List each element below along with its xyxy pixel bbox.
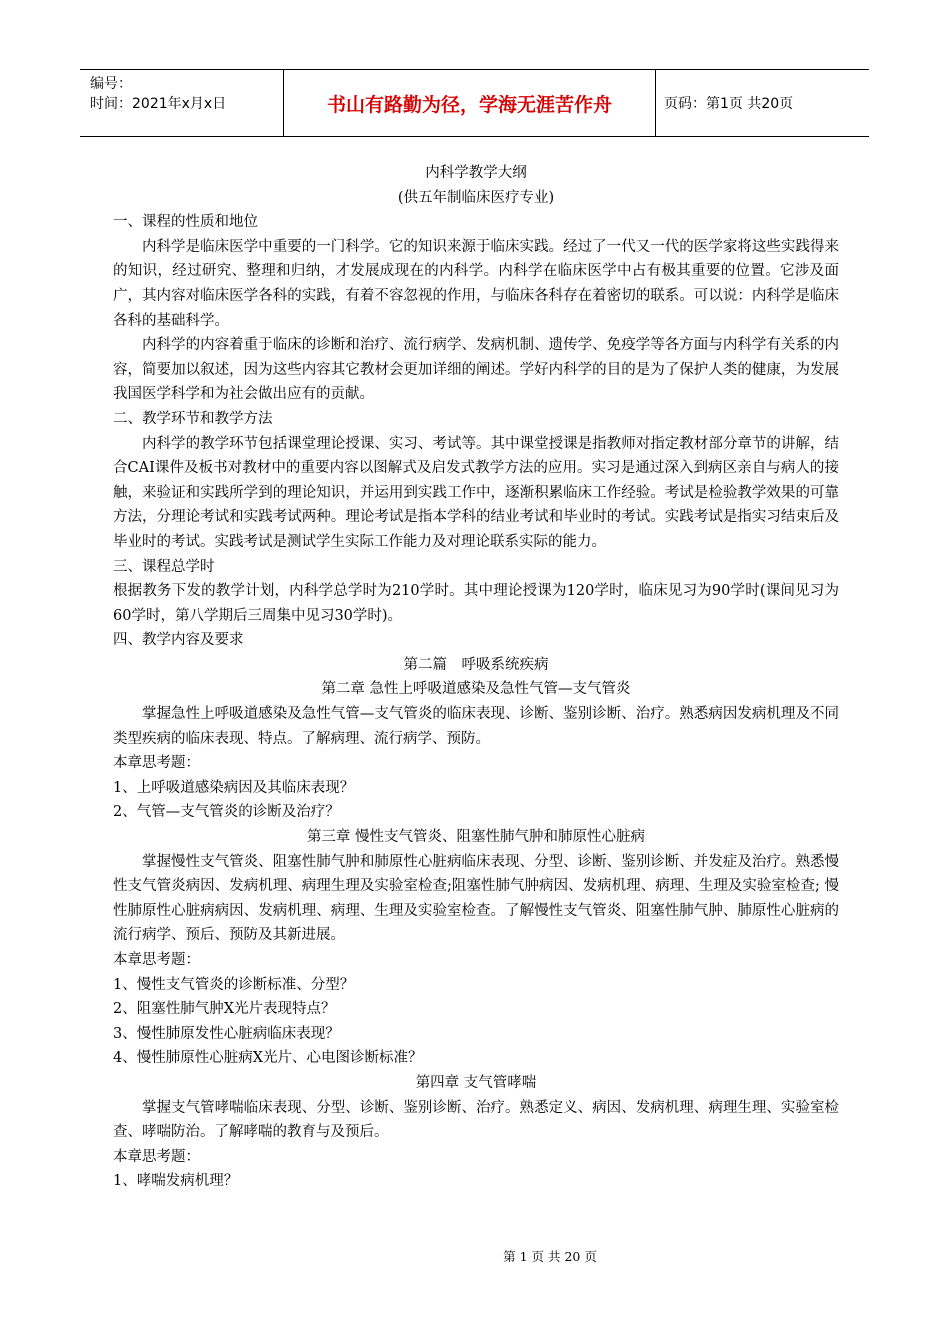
- question-item: 2、气管—支气管炎的诊断及治疗？: [113, 804, 340, 821]
- question-item: 4、慢性肺原性心脏病X光片、心电图诊断标准？: [113, 1050, 423, 1067]
- document-body: [113, 161, 839, 1194]
- questions-label: 本章思考题：: [113, 952, 200, 968]
- motto: 书山有路勤为径，学海无涯苦作舟: [283, 70, 656, 136]
- section-heading-2: 二、教学环节和教学方法: [113, 410, 273, 427]
- number-label: 编号：: [90, 76, 132, 92]
- paragraph: 内科学的内容着重于临床的诊断和治疗、流行病学、发病机制、遗传学、免疫学等各方面与内科学有关系的内容，简要加以叙述，因为这些内容其它教材会更加详细的阐述。学好内科学的目的是为了保护人类的健康，为发展我国医学科学和为社会做出应有的贡献。: [113, 337, 839, 403]
- paragraph: 内科学是临床医学中重要的一门科学。它的知识来源于临床实践。经过了一代又一代的医学家将这些实践得来的知识，经过研究、整理和归纳，才发展成现在的内科学。内科学在临床医学中占有极其重要的位置。它涉及面广，其内容对临床医学各科的实践，有着不容忽视的作用，与临床各科存在着密切的联系。可以说：内科学是临床各科的基础科学。: [113, 238, 839, 329]
- part-title: 第二篇 呼吸系统疾病: [403, 656, 549, 673]
- time-label: 时间：2021年x月x日: [90, 96, 227, 112]
- chapter-title: 第二章 急性上呼吸道感染及急性气管—支气管炎: [321, 681, 631, 698]
- doc-subtitle: (供五年制临床医疗专业): [397, 189, 555, 206]
- question-item: 1、慢性支气管炎的诊断标准、分型？: [113, 976, 355, 993]
- footer-page-number: 第 1 页 共 20 页: [503, 1249, 597, 1264]
- chapter-title: 第四章 支气管哮喘: [415, 1074, 537, 1091]
- page-footer: [0, 1247, 950, 1265]
- paragraph: 掌握慢性支气管炎、阻塞性肺气肿和肺原性心脏病临床表现、分型、诊断、鉴别诊断、并发症及治疗。熟悉慢性支气管炎病因、发病机理、病理生理及实验室检查;阻塞性肺气肿病因、发病机理、病理、生理及实验室检查; 慢性肺原性心脏病病因、发病机理、病理、生理及实验室检查。了解慢性支气管炎、阻塞性肺气肿、肺原性心脏病的流行病学、预后、预防及其新进展。: [113, 853, 839, 944]
- questions-label: 本章思考题：: [113, 1148, 200, 1165]
- section-heading-4: 四、教学内容及要求: [113, 632, 244, 649]
- questions-label: 本章思考题：: [113, 755, 200, 772]
- doc-title: 内科学教学大纲: [425, 165, 527, 181]
- section-heading-3: 三、课程总学时: [113, 558, 215, 575]
- paragraph: 内科学的教学环节包括课堂理论授课、实习、考试等。其中课堂授课是指教师对指定教材部分章节的讲解，结合CAI课件及板书对教材中的重要内容以图解式及启发式教学方法的应用。实习是通过深入到病区亲自与病人的接触，来验证和实践所学到的理论知识，并运用到实践工作中，逐渐积累临床工作经验。考试是检验教学效果的可靠方法，分理论考试和实践考试两种。理论考试是指本学科的结业考试和毕业时的考试。实践考试是指实习结束后及毕业时的考试。实践考试是测试学生实际工作能力及对理论联系实际的能力。: [113, 435, 839, 550]
- paragraph: 掌握支气管哮喘临床表现、分型、诊断、鉴别诊断、治疗。熟悉定义、病因、发病机理、病理生理、实验室检查、哮喘防治。了解哮喘的教育与及预后。: [113, 1099, 839, 1141]
- page-header: [80, 69, 869, 137]
- question-item: 1、上呼吸道感染病因及其临床表现？: [113, 779, 355, 796]
- paragraph: 掌握急性上呼吸道感染及急性气管—支气管炎的临床表现、诊断、鉴别诊断、治疗。熟悉病因发病机理及不同类型疾病的临床表现、特点。了解病理、流行病学、预防。: [113, 706, 839, 747]
- header-page-label: 页码：第1页 共20页: [664, 96, 794, 112]
- header-left: [80, 70, 283, 136]
- chapter-title: 第三章 慢性支气管炎、阻塞性肺气肿和肺原性心脏病: [306, 829, 646, 846]
- section-heading-1: 一、课程的性质和地位: [113, 214, 258, 231]
- question-item: 2、阻塞性肺气肿X光片表现特点？: [113, 1001, 336, 1018]
- paragraph: 根据教务下发的教学计划，内科学总学时为210学时。其中理论授课为120学时，临床见习为90学时(课间见习为60学时，第八学期后三周集中见习30学时)。: [113, 583, 839, 624]
- question-item: 1、哮喘发病机理？: [113, 1173, 239, 1190]
- question-item: 3、慢性肺原发性心脏病临床表现？: [113, 1025, 340, 1042]
